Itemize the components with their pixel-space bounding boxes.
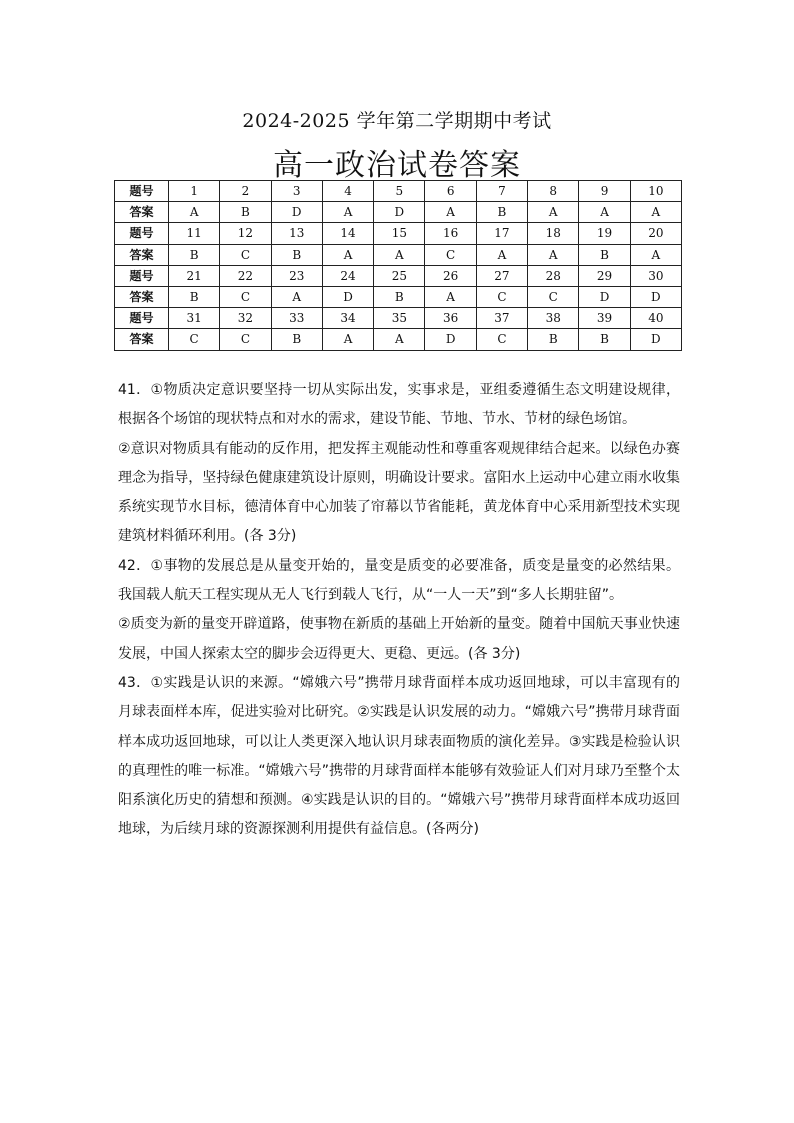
table-cell: 6 bbox=[425, 181, 476, 202]
table-cell: 26 bbox=[425, 265, 476, 286]
table-cell: 16 bbox=[425, 223, 476, 244]
table-cell: C bbox=[425, 244, 476, 265]
table-cell: 21 bbox=[169, 265, 220, 286]
table-cell: A bbox=[579, 202, 630, 223]
table-row bbox=[115, 202, 682, 223]
table-cell: D bbox=[630, 286, 681, 307]
table-cell: 5 bbox=[374, 181, 425, 202]
q41-paragraph-2: ②意识对物质具有能动的反作用，把发挥主观能动性和尊重客观规律结合起来。以绿色办赛理念为指导，坚持绿色健康建筑设计原则，明确设计要求。富阳水上运动中心建立雨水收集系统实现节水目标，德清体育中心加装了帘幕以节省能耗，黄龙体育中心采用新型技术实现建筑材料循环利用。(各 3分) bbox=[118, 440, 680, 545]
table-cell: A bbox=[630, 202, 681, 223]
table-cell: 23 bbox=[271, 265, 322, 286]
row-label: 题号 bbox=[115, 265, 169, 286]
table-cell: A bbox=[374, 244, 425, 265]
table-row bbox=[115, 329, 682, 350]
row-label: 答案 bbox=[115, 286, 169, 307]
table-row bbox=[115, 308, 682, 329]
table-cell: A bbox=[322, 329, 373, 350]
table-cell: 10 bbox=[630, 181, 681, 202]
table-cell: 17 bbox=[476, 223, 527, 244]
table-cell: 14 bbox=[322, 223, 373, 244]
table-cell: 31 bbox=[169, 308, 220, 329]
table-cell: A bbox=[322, 202, 373, 223]
table-cell: D bbox=[271, 202, 322, 223]
table-cell: 39 bbox=[579, 308, 630, 329]
table-cell: B bbox=[579, 244, 630, 265]
table-cell: 13 bbox=[271, 223, 322, 244]
table-cell: D bbox=[425, 329, 476, 350]
table-cell: 2 bbox=[220, 181, 271, 202]
table-row bbox=[115, 244, 682, 265]
table-cell: B bbox=[220, 202, 271, 223]
table-cell: D bbox=[579, 286, 630, 307]
row-label: 题号 bbox=[115, 181, 169, 202]
table-cell: C bbox=[220, 286, 271, 307]
table-cell: 33 bbox=[271, 308, 322, 329]
table-cell: D bbox=[374, 202, 425, 223]
page-title: 高一政治试卷答案 bbox=[273, 148, 521, 183]
row-label: 答案 bbox=[115, 244, 169, 265]
table-cell: A bbox=[322, 244, 373, 265]
row-label: 题号 bbox=[115, 223, 169, 244]
table-cell: C bbox=[220, 329, 271, 350]
table-cell: 9 bbox=[579, 181, 630, 202]
q42-paragraph-1: 42．①事物的发展总是从量变开始的，量变是质变的必要准备，质变是量变的必然结果。我国载人航天工程实现从无人飞行到载人飞行，从“一人一天”到“多人长期驻留”。 bbox=[118, 557, 680, 604]
table-cell: A bbox=[528, 202, 579, 223]
answer-key-table bbox=[114, 180, 682, 351]
table-cell: A bbox=[630, 244, 681, 265]
table-cell: 12 bbox=[220, 223, 271, 244]
table-cell: A bbox=[169, 202, 220, 223]
exam-subtitle: 2024-2025 学年第二学期期中考试 bbox=[242, 110, 552, 132]
table-cell: C bbox=[169, 329, 220, 350]
table-cell: 38 bbox=[528, 308, 579, 329]
row-label: 答案 bbox=[115, 329, 169, 350]
table-cell: 29 bbox=[579, 265, 630, 286]
table-cell: C bbox=[476, 329, 527, 350]
table-cell: 15 bbox=[374, 223, 425, 244]
table-cell: B bbox=[528, 329, 579, 350]
table-row bbox=[115, 265, 682, 286]
table-cell: B bbox=[476, 202, 527, 223]
table-cell: A bbox=[528, 244, 579, 265]
table-cell: A bbox=[425, 202, 476, 223]
q42-paragraph-2: ②质变为新的量变开辟道路，使事物在新质的基础上开始新的量变。随着中国航天事业快速发展，中国人探索太空的脚步会迈得更大、更稳、更远。(各 3分) bbox=[118, 616, 680, 662]
table-cell: A bbox=[476, 244, 527, 265]
table-row bbox=[115, 223, 682, 244]
table-cell: 35 bbox=[374, 308, 425, 329]
table-cell: C bbox=[528, 286, 579, 307]
table-cell: C bbox=[476, 286, 527, 307]
q41-paragraph-1: 41．①物质决定意识要坚持一切从实际出发，实事求是，亚组委遵循生态文明建设规律，根据各个场馆的现状特点和对水的需求，建设节能、节地、节水、节材的绿色场馆。 bbox=[118, 382, 680, 428]
table-cell: 1 bbox=[169, 181, 220, 202]
table-cell: C bbox=[220, 244, 271, 265]
q43-paragraph: 43．①实践是认识的来源。“嫦娥六号”携带月球背面样本成功返回地球，可以丰富现有的月球表面样本库，促进实验对比研究。②实践是认识发展的动力。“嫦娥六号”携带月球背面样本成功返回地球，可以让人类更深入地认识月球表面物质的演化差异。③实践是检验认识的真理性的唯一标准。“嫦娥六号”携带的月球背面样本能够有效验证人们对月球乃至整个太阳系演化历史的猜想和预测。④实践是认识的目的。“嫦娥六号”携带月球背面样本成功返回地球，为后续月球的资源探测利用提供有益信息。(各两分) bbox=[118, 674, 680, 838]
table-cell: B bbox=[169, 286, 220, 307]
table-row bbox=[115, 286, 682, 307]
table-cell: 8 bbox=[528, 181, 579, 202]
table-cell: 32 bbox=[220, 308, 271, 329]
answer-explanations bbox=[118, 376, 680, 845]
table-cell: D bbox=[322, 286, 373, 307]
table-cell: 19 bbox=[579, 223, 630, 244]
table-cell: B bbox=[271, 244, 322, 265]
table-cell: 34 bbox=[322, 308, 373, 329]
table-cell: 18 bbox=[528, 223, 579, 244]
table-cell: 27 bbox=[476, 265, 527, 286]
table-cell: A bbox=[374, 329, 425, 350]
row-label: 答案 bbox=[115, 202, 169, 223]
table-cell: B bbox=[374, 286, 425, 307]
table-cell: 11 bbox=[169, 223, 220, 244]
table-cell: A bbox=[271, 286, 322, 307]
table-cell: 22 bbox=[220, 265, 271, 286]
table-cell: 20 bbox=[630, 223, 681, 244]
table-cell: 30 bbox=[630, 265, 681, 286]
table-row bbox=[115, 181, 682, 202]
table-cell: 40 bbox=[630, 308, 681, 329]
table-cell: B bbox=[579, 329, 630, 350]
table-cell: 3 bbox=[271, 181, 322, 202]
table-cell: 25 bbox=[374, 265, 425, 286]
row-label: 题号 bbox=[115, 308, 169, 329]
table-cell: 37 bbox=[476, 308, 527, 329]
table-cell: 28 bbox=[528, 265, 579, 286]
table-cell: 4 bbox=[322, 181, 373, 202]
table-cell: D bbox=[630, 329, 681, 350]
table-cell: B bbox=[271, 329, 322, 350]
table-cell: 7 bbox=[476, 181, 527, 202]
table-cell: 36 bbox=[425, 308, 476, 329]
table-cell: B bbox=[169, 244, 220, 265]
table-cell: 24 bbox=[322, 265, 373, 286]
table-cell: A bbox=[425, 286, 476, 307]
